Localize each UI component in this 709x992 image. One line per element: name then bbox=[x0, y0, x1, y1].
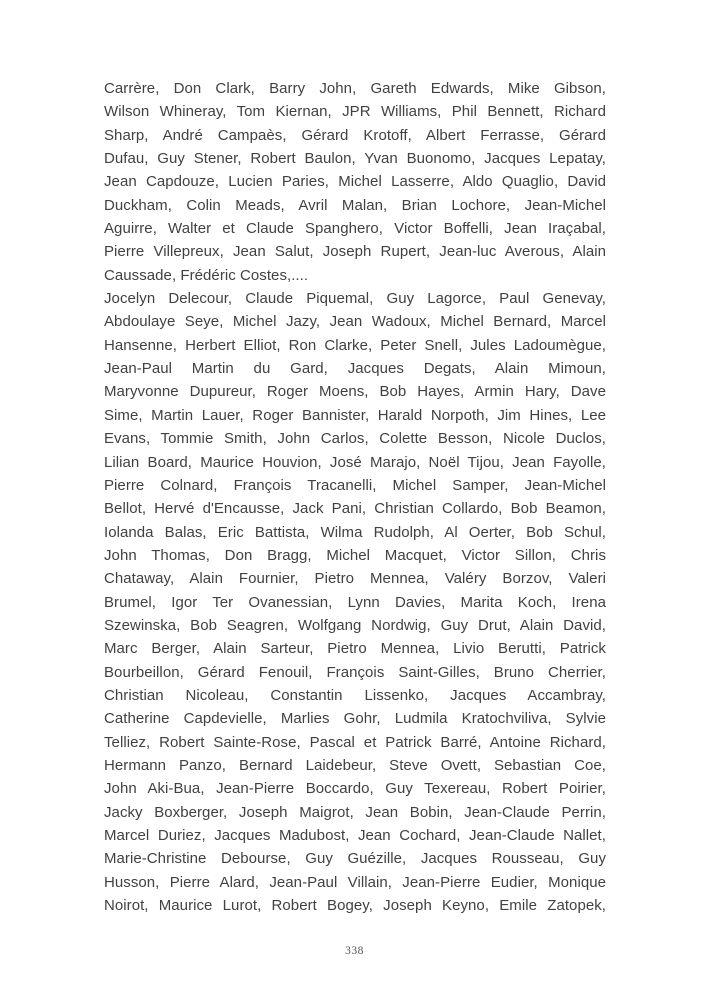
text-line: Marie-Christine Debourse, Guy Guézille, Jacques Rousseau, Guy bbox=[104, 850, 606, 868]
text-line: Sime, Martin Lauer, Roger Bannister, Harald Norpoth, Jim Hines, Lee bbox=[104, 406, 606, 424]
text-line: Marc Berger, Alain Sarteur, Pietro Mennea, Livio Berutti, Patrick bbox=[104, 640, 606, 658]
rugby-names-paragraph bbox=[104, 77, 606, 287]
text-line: Husson, Pierre Alard, Jean-Paul Villain, Jean-Pierre Eudier, Monique bbox=[104, 873, 606, 891]
text-line: Brumel, Igor Ter Ovanessian, Lynn Davies, Marita Koch, Irena bbox=[104, 593, 606, 611]
text-line: Lilian Board, Maurice Houvion, José Marajo, Noël Tijou, Jean Fayolle, bbox=[104, 453, 606, 471]
text-line: Hansenne, Herbert Elliot, Ron Clarke, Peter Snell, Jules Ladoumègue, bbox=[104, 336, 606, 354]
text-line: Carrère, Don Clark, Barry John, Gareth Edwards, Mike Gibson, bbox=[104, 80, 606, 97]
text-line: Duckham, Colin Meads, Avril Malan, Brian Lochore, Jean-Michel bbox=[104, 196, 606, 214]
text-line: Pierre Colnard, François Tracanelli, Michel Samper, Jean-Michel bbox=[104, 476, 606, 494]
text-block bbox=[104, 77, 606, 917]
text-line: Sharp, André Campaès, Gérard Krotoff, Albert Ferrasse, Gérard bbox=[104, 126, 606, 144]
text-line: Wilson Whineray, Tom Kiernan, JPR Williams, Phil Bennett, Richard bbox=[104, 103, 606, 121]
athletics-names-paragraph bbox=[104, 287, 606, 917]
text-line: Aguirre, Walter et Claude Spanghero, Victor Boffelli, Jean Iraçabal, bbox=[104, 220, 606, 238]
text-line: Abdoulaye Seye, Michel Jazy, Jean Wadoux, Michel Bernard, Marcel bbox=[104, 313, 606, 331]
text-line: Telliez, Robert Sainte-Rose, Pascal et Patrick Barré, Antoine Richard, bbox=[104, 733, 606, 751]
text-line: John Thomas, Don Bragg, Michel Macquet, Victor Sillon, Chris bbox=[104, 546, 606, 564]
text-line: Bourbeillon, Gérard Fenouil, François Saint-Gilles, Bruno Cherrier, bbox=[104, 663, 606, 681]
text-line: Marcel Duriez, Jacques Madubost, Jean Cochard, Jean-Claude Nallet, bbox=[104, 827, 606, 844]
text-line: Jacky Boxberger, Joseph Maigrot, Jean Bobin, Jean-Claude Perrin, bbox=[104, 803, 606, 821]
text-line: Iolanda Balas, Eric Battista, Wilma Rudolph, Al Oerter, Bob Schul, bbox=[104, 523, 606, 541]
text-line: Chataway, Alain Fournier, Pietro Mennea, Valéry Borzov, Valeri bbox=[104, 570, 606, 588]
page-footer bbox=[0, 941, 709, 959]
text-line: Bellot, Hervé d'Encausse, Jack Pani, Christian Collardo, Bob Beamon, bbox=[104, 500, 606, 518]
page-number: 338 bbox=[345, 945, 364, 957]
text-line: Evans, Tommie Smith, John Carlos, Colette Besson, Nicole Duclos, bbox=[104, 430, 606, 448]
text-line: John Aki-Bua, Jean-Pierre Boccardo, Guy Texereau, Robert Poirier, bbox=[104, 780, 606, 798]
text-line: Pierre Villepreux, Jean Salut, Joseph Rupert, Jean-luc Averous, Alain bbox=[104, 243, 606, 261]
text-line: Jocelyn Delecour, Claude Piquemal, Guy Lagorce, Paul Genevay, bbox=[104, 290, 606, 308]
text-line: Christian Nicoleau, Constantin Lissenko, Jacques Accambray, bbox=[104, 686, 606, 704]
text-line: Maryvonne Dupureur, Roger Moens, Bob Hayes, Armin Hary, Dave bbox=[104, 383, 606, 401]
text-line: Noirot, Maurice Lurot, Robert Bogey, Joseph Keyno, Emile Zatopek, bbox=[104, 897, 606, 915]
text-line: Jean-Paul Martin du Gard, Jacques Degats, Alain Mimoun, bbox=[104, 360, 606, 378]
text-line: Hermann Panzo, Bernard Laidebeur, Steve Ovett, Sebastian Coe, bbox=[104, 756, 606, 774]
text-line: Catherine Capdevielle, Marlies Gohr, Ludmila Kratochviliva, Sylvie bbox=[104, 710, 606, 728]
text-line: Caussade, Frédéric Costes,.... bbox=[104, 266, 309, 284]
text-line: Szewinska, Bob Seagren, Wolfgang Nordwig, Guy Drut, Alain David, bbox=[104, 616, 606, 634]
text-line: Dufau, Guy Stener, Robert Baulon, Yvan Buonomo, Jacques Lepatay, bbox=[104, 150, 606, 168]
text-line: Jean Capdouze, Lucien Paries, Michel Lasserre, Aldo Quaglio, David bbox=[104, 173, 606, 191]
